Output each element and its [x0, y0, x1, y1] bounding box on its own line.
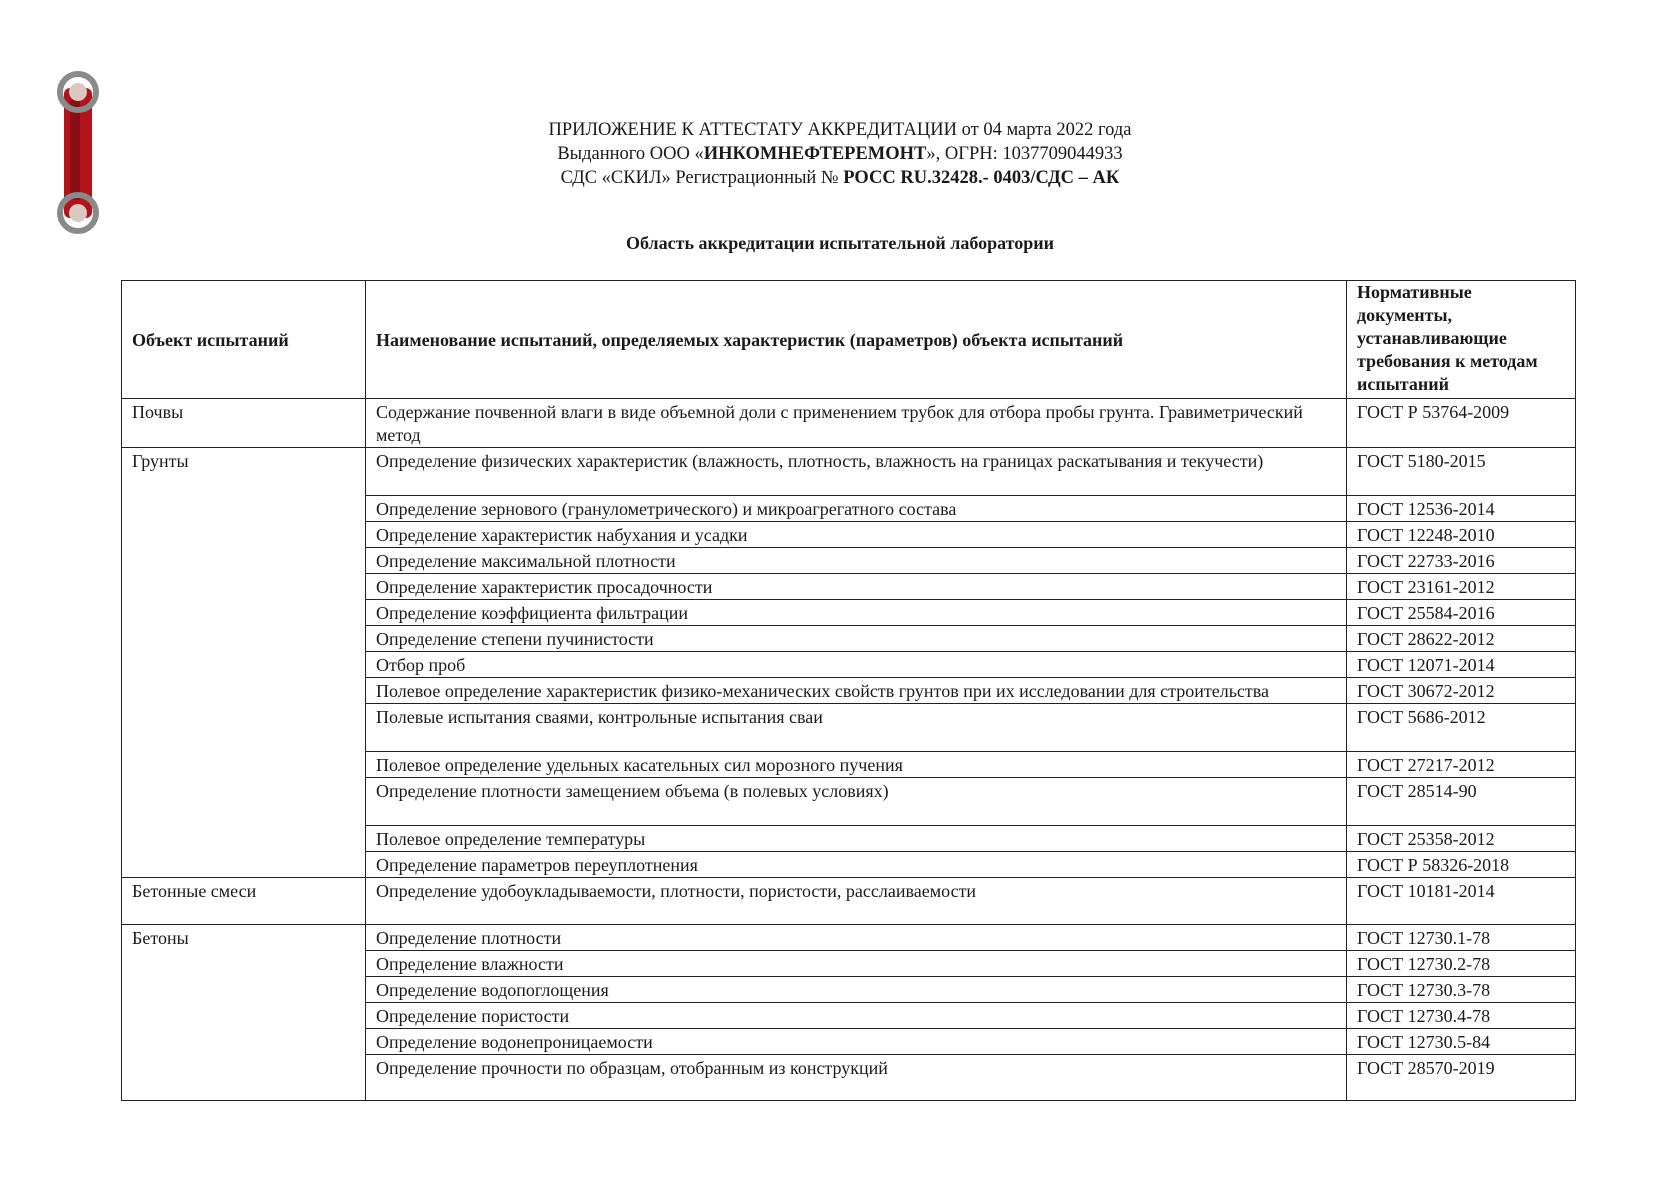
- doc-cell: ГОСТ 12248-2010: [1347, 522, 1576, 548]
- test-cell: Определение водонепроницаемости: [366, 1029, 1347, 1055]
- doc-cell: ГОСТ 30672-2012: [1347, 678, 1576, 704]
- test-cell: Определение степени пучинистости: [366, 626, 1347, 652]
- header-line-3: [0, 166, 1680, 190]
- test-cell: Определение параметров переуплотнения: [366, 852, 1347, 878]
- table-row: [122, 448, 1576, 496]
- test-cell: Определение физических характеристик (влажность, плотность, влажность на границах раскатывания и текучести): [366, 448, 1347, 496]
- table-row: [122, 925, 1576, 951]
- doc-cell: ГОСТ 10181-2014: [1347, 878, 1576, 925]
- test-cell: Определение плотности замещением объема (в полевых условиях): [366, 778, 1347, 826]
- company-name: ИНКОМНЕФТЕРЕМОНТ: [703, 144, 927, 164]
- doc-cell: ГОСТ 5180-2015: [1347, 448, 1576, 496]
- test-cell: Полевое определение температуры: [366, 826, 1347, 852]
- doc-cell: ГОСТ 5686-2012: [1347, 704, 1576, 752]
- table-header-row: [122, 281, 1576, 399]
- doc-cell: ГОСТ 28570-2019: [1347, 1055, 1576, 1101]
- doc-cell: ГОСТ 12536-2014: [1347, 496, 1576, 522]
- test-cell: Определение максимальной плотности: [366, 548, 1347, 574]
- header-line-2: [0, 142, 1680, 166]
- doc-cell: ГОСТ 12730.1-78: [1347, 925, 1576, 951]
- test-cell: Отбор проб: [366, 652, 1347, 678]
- doc-cell: ГОСТ 25584-2016: [1347, 600, 1576, 626]
- test-cell: Определение пористости: [366, 1003, 1347, 1029]
- doc-cell: ГОСТ 28514-90: [1347, 778, 1576, 826]
- table-row: [122, 399, 1576, 448]
- table-row: [122, 878, 1576, 925]
- registration-number: РОСС RU.32428.- 0403/СДС – АК: [843, 168, 1120, 188]
- test-cell: Определение коэффициента фильтрации: [366, 600, 1347, 626]
- header-text: », ОГРН: 1037709044933: [926, 144, 1123, 164]
- column-header-docs: Нормативные документы, устанавливающие требования к методам испытаний: [1347, 281, 1576, 399]
- test-cell: Полевое определение характеристик физико-механических свойств грунтов при их исследовании для строительства: [366, 678, 1347, 704]
- doc-cell: ГОСТ 12730.3-78: [1347, 977, 1576, 1003]
- test-cell: Содержание почвенной влаги в виде объемной доли с применением трубок для отбора пробы грунта. Гравиметрический метод: [366, 399, 1347, 448]
- test-cell: Определение характеристик просадочности: [366, 574, 1347, 600]
- test-cell: Определение характеристик набухания и усадки: [366, 522, 1347, 548]
- header-text: СДС «СКИЛ» Регистрационный №: [560, 168, 844, 188]
- test-cell: Определение удобоукладываемости, плотности, пористости, расслаиваемости: [366, 878, 1347, 925]
- doc-cell: ГОСТ Р 53764-2009: [1347, 399, 1576, 448]
- test-cell: Определение водопоглощения: [366, 977, 1347, 1003]
- column-header-object: Объект испытаний: [122, 281, 366, 399]
- doc-cell: ГОСТ 25358-2012: [1347, 826, 1576, 852]
- doc-cell: ГОСТ 12730.5-84: [1347, 1029, 1576, 1055]
- test-cell: Определение прочности по образцам, отобранным из конструкций: [366, 1055, 1347, 1101]
- document-header: [0, 118, 1680, 190]
- test-cell: Полевое определение удельных касательных сил морозного пучения: [366, 752, 1347, 778]
- object-cell: Бетонные смеси: [122, 878, 366, 925]
- document-subtitle: Область аккредитации испытательной лаборатории: [626, 233, 1054, 253]
- column-header-test: Наименование испытаний, определяемых характеристик (параметров) объекта испытаний: [366, 281, 1347, 399]
- doc-cell: ГОСТ 23161-2012: [1347, 574, 1576, 600]
- test-cell: Полевые испытания сваями, контрольные испытания сваи: [366, 704, 1347, 752]
- doc-cell: ГОСТ 12730.2-78: [1347, 951, 1576, 977]
- object-cell: Грунты: [122, 448, 366, 878]
- header-text: Выданного ООО «: [557, 144, 704, 164]
- header-line-1: ПРИЛОЖЕНИЕ К АТТЕСТАТУ АККРЕДИТАЦИИ от 04 марта 2022 года: [548, 120, 1132, 140]
- test-cell: Определение плотности: [366, 925, 1347, 951]
- doc-cell: ГОСТ 27217-2012: [1347, 752, 1576, 778]
- object-cell: Бетоны: [122, 925, 366, 1101]
- doc-cell: ГОСТ 28622-2012: [1347, 626, 1576, 652]
- doc-cell: ГОСТ 22733-2016: [1347, 548, 1576, 574]
- accreditation-table: [121, 280, 1576, 1101]
- object-cell: Почвы: [122, 399, 366, 448]
- doc-cell: ГОСТ 12071-2014: [1347, 652, 1576, 678]
- test-cell: Определение влажности: [366, 951, 1347, 977]
- doc-cell: ГОСТ 12730.4-78: [1347, 1003, 1576, 1029]
- test-cell: Определение зернового (гранулометрического) и микроагрегатного состава: [366, 496, 1347, 522]
- doc-cell: ГОСТ Р 58326-2018: [1347, 852, 1576, 878]
